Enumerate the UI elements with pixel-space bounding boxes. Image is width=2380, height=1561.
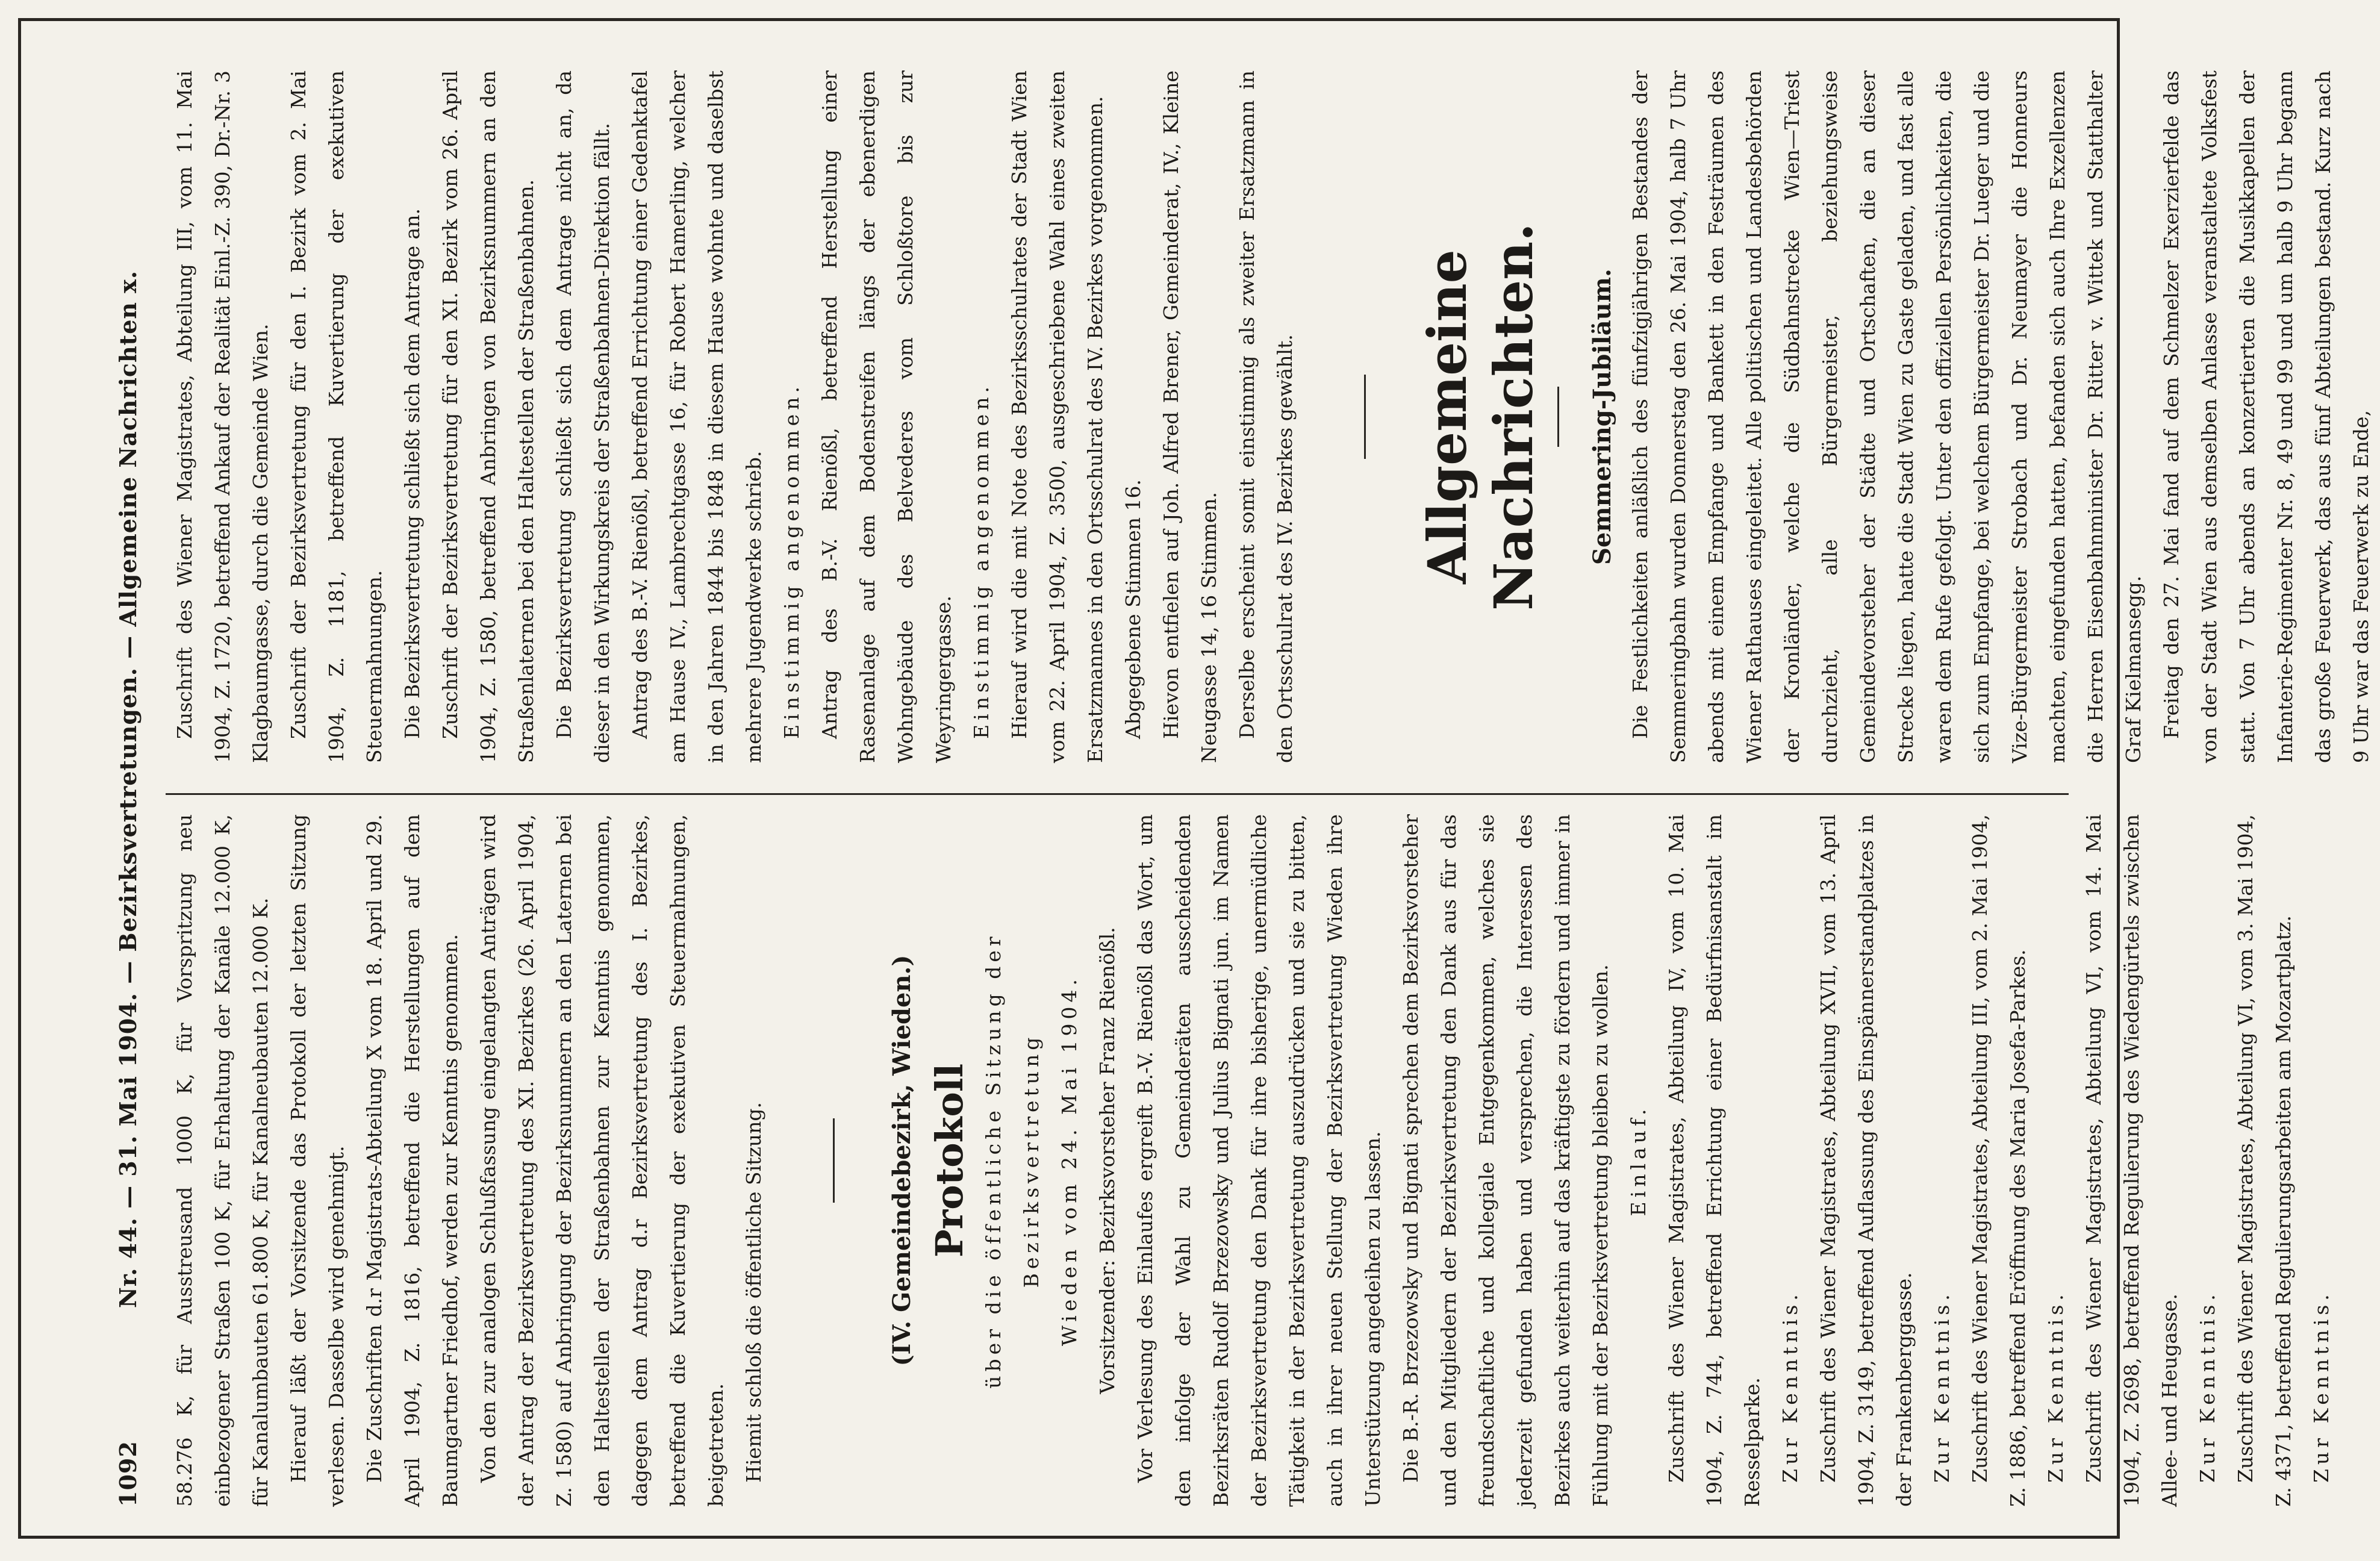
- agenda-item: Zuschrift des Wiener Magistrates, Abteilung IV, vom 10. Mai 1904, Z. 744, betreffend Errichtung einer Bedürfnisanstalt im Resselparke.: [1665, 814, 1764, 1507]
- decision-line: Zur Kenntnis.: [1778, 1290, 1802, 1483]
- section-separator: [1364, 375, 1366, 459]
- decision-line: Zur Kenntnis.: [2310, 1290, 2333, 1483]
- paragraph: Hierauf läßt der Vorsitzende das Protokoll der letzten Sitzung verlesen. Dasselbe wird genehmigt.: [287, 814, 348, 1507]
- paragraph: Die Zuschriften d.r Magistrats-Abteilung X vom 18. April und 29. April 1904, Z. 1816, betreffend die Herstellungen auf dem Baumgartner Friedhof, werden zur Kenntnis genommen.: [363, 814, 462, 1507]
- paragraph: Hiemit schloß die öffentliche Sitzung.: [742, 1102, 765, 1483]
- protocol-subtitle: über die öffentliche Sitzung der Bezirksvertretung: [982, 932, 1043, 1389]
- general-news-heading: Allgemeine Nachrichten.: [1416, 223, 1545, 611]
- running-title: Nr. 44. — 31. Mai 1904. — Bezirksvertretungen. — Allgemeine Nachrichten x.: [114, 270, 142, 1308]
- agenda-item: Hierauf wird die mit Note des Bezirksschulrates der Stadt Wien vom 22. April 1904, Z. 3500, ausgeschriebene Wahl eines zweiten Ersatzmannes in den Ortsschulrat des IV. Bezirkes vorgenommen.: [1008, 70, 1107, 763]
- district-heading: (IV. Gemeindebezirk, Wieden.): [888, 955, 916, 1366]
- paragraph: Von den zur analogen Schlußfassung eingelangten Anträgen wird der Antrag der Bezirksvertretung des XI. Bezirkes (26. April 1904, Z. 1580) auf Anbringung der Bezirksnummern an den Laternen bei den Haltestellen der Straßenbahnen zur Kenntnis genommen, dagegen dem Antrag d.r Bezirksvertretung des I. Bezirkes, betreffend die Kuvertierung der exekutiven Steuermahnungen, beigetreten.: [476, 814, 727, 1507]
- paragraph: Hievon entfielen auf Joh. Alfred Brener, Gemeinderat, IV., Kleine Neugasse 14, 16 Stimmen.: [1159, 70, 1221, 763]
- agenda-item: Zuschrift der Bezirksvertretung für den I. Bezirk vom 2. Mai 1904, Z. 1181, betreffend Kuvertierung der exekutiven Steuermahnungen.: [287, 70, 386, 763]
- agenda-item: Zuschrift des Wiener Magistrates, Abteilung VI, vom 3. Mai 1904, Z. 4371, betreffend Regulierungsarbeiten am Mozartplatz.: [2234, 814, 2295, 1507]
- column-divider: [166, 793, 2069, 795]
- section-separator: [833, 1118, 835, 1203]
- paragraph: Vor Verlesung des Einlaufes ergreift B.-V. Rienößl das Wort, um den infolge der Wahl zu Gemeinderäten ausscheidenden Bezirksräten Rudolf Brzezowsky und Julius Bignati jun. im Namen der Bezirksvertretung den Dank für ihre bisherige, unermüdliche Tätigkeit in der Bezirksvertretung auszudrücken und sie zu bitten, auch in ihrer neuen Stellung der Bezirksvertretung Wieden ihre Unterstützung angedeihen zu lassen.: [1133, 814, 1385, 1507]
- protocol-heading: Protokoll: [927, 1063, 971, 1258]
- decision-line: Zur Kenntnis.: [1930, 1290, 1954, 1483]
- left-column: [166, 814, 2333, 1507]
- right-column: [166, 70, 2373, 763]
- paragraph: Derselbe erscheint somit einstimmig als zweiter Ersatzmann in den Ortsschulrat des IV. Bezirkes gewählt.: [1235, 70, 1297, 763]
- paragraph: Abgegebene Stimmen 16.: [1121, 479, 1145, 739]
- agenda-item: Zuschrift des Wiener Magistrates, Abteilung III, vom 2. Mai 1904, Z. 1886, betreffend Eröffnung des Maria Josefa-Parkes.: [1968, 814, 2030, 1507]
- einlauf-heading: Einlauf.: [1627, 1105, 1650, 1217]
- decision-line: Einstimmig angenommen.: [780, 382, 803, 739]
- heading-rule: [1557, 387, 1559, 447]
- agenda-item: Zuschrift des Wiener Magistrates, Abteilung III, vom 11. Mai 1904, Z. 1720, betreffend Ankauf der Realität Einl.-Z. 390, Dr.-Nr. 3 Klagbaumgasse, durch die Gemeinde Wien.: [173, 70, 272, 763]
- decision-line: Die Bezirksvertretung schließt sich dem Antrage an.: [400, 208, 424, 739]
- agenda-item: Zuschrift des Wiener Magistrates, Abteilung VI, vom 14. Mai 1904, Z. 2698, betreffend Regulierung des Wiedengürtels zwischen Allee- und Heugasse.: [2082, 814, 2181, 1507]
- agenda-item: Zuschrift der Bezirksvertretung für den XI. Bezirk vom 26. April 1904, Z. 1580, betreffend Anbringen von Bezirksnummern an den Straßenlaternen bei den Haltestellen der Straßenbahnen.: [438, 70, 538, 763]
- paragraph: Freitag den 27. Mai fand auf dem Schmelzer Exerzierfelde das von der Stadt Wien aus demselben Anlasse veranstaltete Volksfest statt. Von 7 Uhr abends an konzertierten die Musikkapellen der Infanterie-Regimenter Nr. 8, 49 und 99 und um halb 9 Uhr begann das große Feuerwerk, das aus fünf Abteilungen bestand. Kurz nach 9 Uhr war das Feuerwerk zu Ende,: [2160, 70, 2373, 763]
- agenda-item: Antrag des B.-V. Rienößl, betreffend Herstellung einer Rasenanlage auf dem Bodenstreifen längs der ebenerdigen Wohngebäude des Belvederes vom Schloßtore bis zur Weyringergasse.: [818, 70, 955, 763]
- decision-line: Zur Kenntnis.: [2196, 1290, 2219, 1483]
- jubilee-subheading: Semmering-Jubiläum.: [1588, 269, 1616, 565]
- running-header: [114, 55, 151, 1507]
- decision-line: Einstimmig angenommen.: [970, 382, 993, 739]
- decision-line: Zur Kenntnis.: [2044, 1290, 2067, 1483]
- paragraph: Die B.-R. Brzezowsky und Bignati sprechen dem Bezirksvorsteher und den Mitgliedern der Bezirksvertretung den Dank aus für das freundschaftliche und kollegiale Entgegenkommen, welches sie jederzeit gefunden haben und versprechen, die Interessen des Bezirkes auch weiterhin auf das kräftigste zu fördern und immer in Fühlung mit der Bezirksvertretung bleiben zu wollen.: [1399, 814, 1612, 1507]
- paragraph: Die Festlichkeiten anläßlich des fünfzigjährigen Bestandes der Semmeringbahn wurden Donnerstag den 26. Mai 1904, halb 7 Uhr abends mit einem Empfange und Bankett in den Festräumen des Wiener Rathauses eingeleitet. Alle politischen und Landesbehörden der Kronländer, welche die Südbahnstrecke Wien—Triest durchzieht, alle Bürgermeister, beziehungsweise Gemeindevorsteher der Städte und Ortschaften, die an dieser Strecke liegen, hatte die Stadt Wien zu Gaste geladen, und fast alle waren dem Rufe gefolgt. Unter den offiziellen Persönlichkeiten, die sich zum Empfange, bei welchem Bürgermeister Dr. Lueger und die Vize-Bürgermeister Strobach und Dr. Neumayer die Honneurs machten, eingefunden hatten, befanden sich auch Ihre Exzellenzen die Herren Eisenbahnminister Dr. Ritter v. Wittek und Statthalter Graf Kielmansegg.: [1628, 70, 2145, 763]
- agenda-item: Zuschrift des Wiener Magistrates, Abteilung XVII, vom 13. April 1904, Z. 3149, betreffend Auflassung des Einspännerstandplatzes in der Frankenberggasse.: [1816, 814, 1916, 1507]
- protocol-subtitle-date: Wieden vom 24. Mai 1904.: [1058, 974, 1081, 1347]
- chairman-line: Vorsitzender: Bezirksvorsteher Franz Rienößl.: [1095, 927, 1119, 1394]
- decision-line: Die Bezirksvertretung schließt sich dem Antrage nicht an, da dieser in den Wirkungskreis der Straßenbahnen-Direktion fällt.: [552, 70, 614, 763]
- paragraph: 58.276 K, für Ausstreusand 1000 K, für Vorspritzung neu einbezogener Straßen 100 K, für Erhaltung der Kanäle 12.000 K, für Kanalumbauten 61.800 K, für Kanalneubauten 12.000 K.: [173, 814, 272, 1507]
- agenda-item: Antrag des B.-V. Rienößl, betreffend Errichtung einer Gedenktafel am Hause IV., Lambrechtgasse 16, für Robert Hamerling, welcher in den Jahren 1844 bis 1848 in diesem Hause wohnte und daselbst mehrere Jugendwerke schrieb.: [628, 70, 765, 763]
- page-number: 1092: [114, 1441, 142, 1507]
